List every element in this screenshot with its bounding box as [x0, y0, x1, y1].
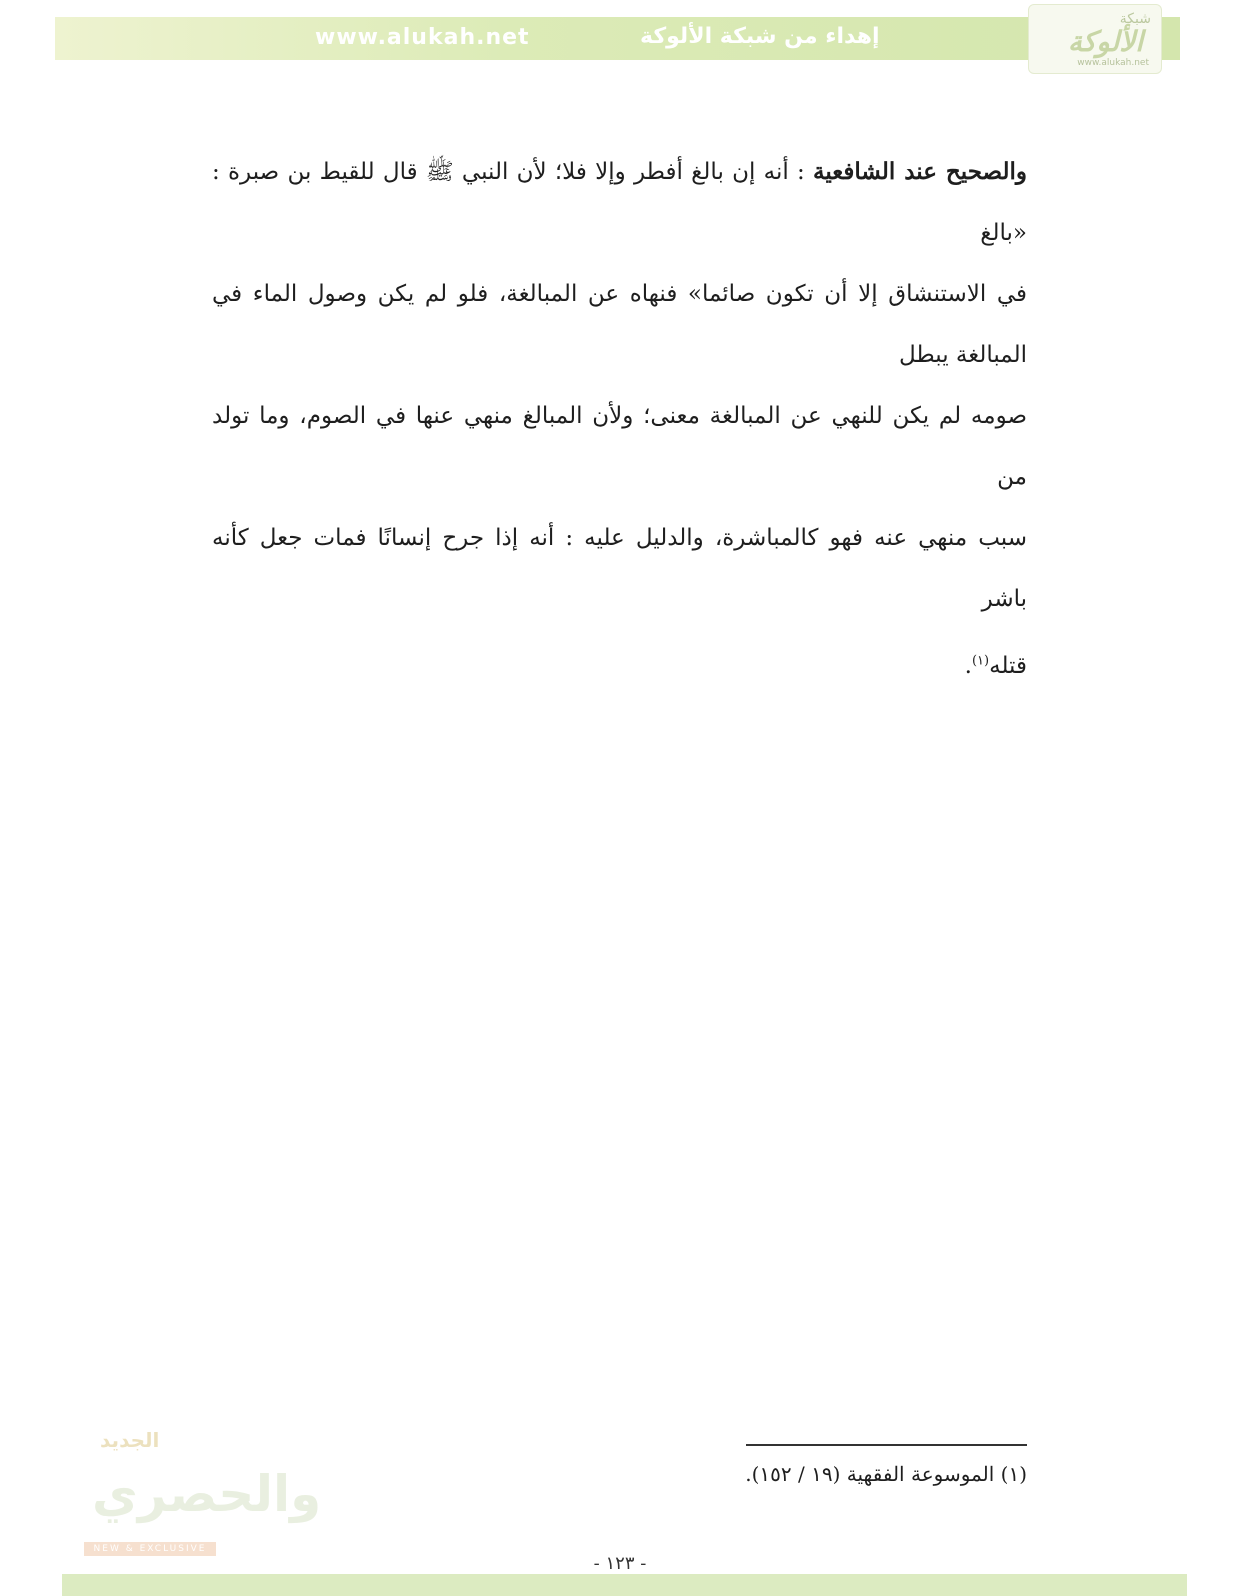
body-line-1-rest: : أنه إن بالغ أفطر وإلا فلا؛ لأن النبي ﷺ قال للقيط بن صبرة : «بالغ	[212, 159, 1027, 246]
watermark-top-word: الجديد	[100, 1428, 160, 1452]
body-line-1	[212, 141, 1027, 264]
footer-band	[62, 1574, 1187, 1596]
alukah-logo	[1028, 4, 1162, 74]
gift-text: إهداء من شبكة الألوكة	[640, 24, 880, 49]
watermark-tag: NEW & EXCLUSIVE	[84, 1542, 216, 1556]
body-line-5	[212, 636, 1027, 697]
body-line-5-text: قتله	[989, 653, 1027, 679]
logo-small-text: شبكة	[1119, 11, 1151, 27]
body-line-3: صومه لم يكن للنهي عن المبالغة معنى؛ ولأن المبالغ منهي عنها في الصوم، وما تولد من	[212, 403, 1027, 490]
footnote-marker[interactable]: (١)	[971, 653, 990, 669]
site-url: www.alukah.net	[315, 25, 530, 50]
footnote: (١) الموسوعة الفقهية (١٩ / ١٥٢).	[745, 1462, 1027, 1486]
body-line-2: في الاستنشاق إلا أن تكون صائما» فنهاه عن المبالغة، فلو لم يكن وصول الماء في المبالغة يبطل	[212, 281, 1027, 368]
new-exclusive-watermark	[82, 1420, 322, 1560]
body-line-5-end: .	[964, 653, 972, 679]
body-paragraph	[212, 141, 1027, 697]
body-line-4: سبب منهي عنه فهو كالمباشرة، والدليل عليه : أنه إذا جرح إنسانًا فمات جعل كأنه باشر	[212, 525, 1027, 612]
footnote-divider	[746, 1444, 1027, 1446]
logo-url-text: www.alukah.net	[1077, 58, 1149, 68]
header-band	[55, 17, 1180, 60]
watermark-big-word: والحصري	[92, 1465, 322, 1523]
lead-phrase: والصحيح عند الشافعية	[813, 158, 1027, 185]
logo-main-text: الألوكة	[1067, 25, 1143, 58]
page-number: - ١٢٣ -	[593, 1553, 647, 1574]
